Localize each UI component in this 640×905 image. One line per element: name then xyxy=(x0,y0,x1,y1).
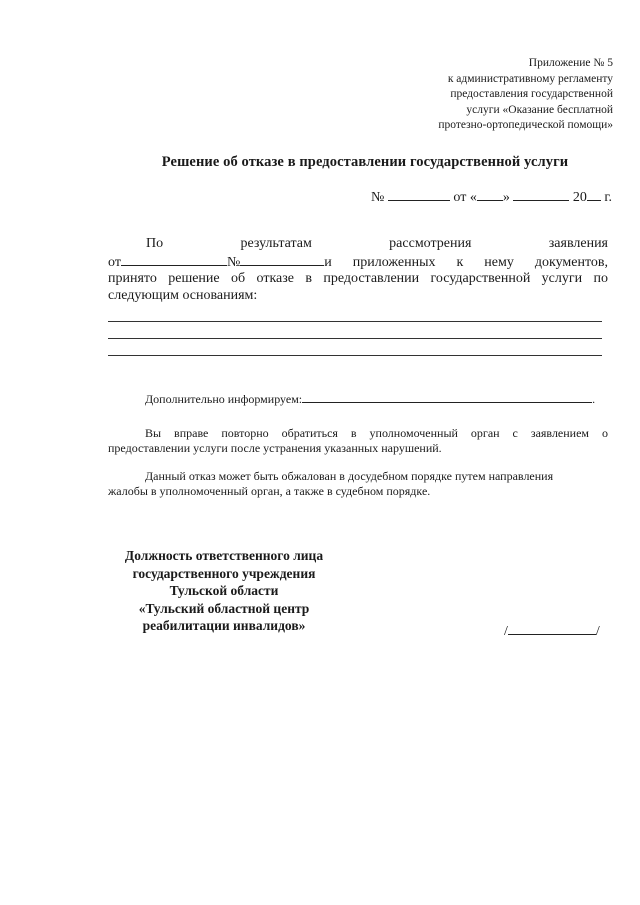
appendix-line: к административному регламенту xyxy=(447,72,613,85)
number-sign: № xyxy=(371,190,385,205)
body-line-1: По результатам рассмотрения заявления xyxy=(146,236,608,251)
body-line-4: следующим основаниям: xyxy=(108,287,258,303)
appendix-line: услуги «Оказание бесплатной xyxy=(466,103,613,116)
year-suffix: г. xyxy=(604,190,612,205)
appendix-line: предоставления государственной xyxy=(450,88,613,100)
additional-info-label: Дополнительно информируем: xyxy=(145,392,303,406)
year-blank xyxy=(587,188,601,201)
signature-line: / / xyxy=(504,620,600,640)
year-prefix: 20 xyxy=(572,190,587,205)
signature-blank xyxy=(508,620,596,635)
month-blank xyxy=(513,188,569,201)
appendix-header xyxy=(333,56,613,134)
date-quote: » xyxy=(502,190,510,205)
grounds-line xyxy=(108,338,602,339)
decision-body xyxy=(108,236,608,304)
additional-info-blank xyxy=(302,392,592,403)
grounds-line xyxy=(108,355,602,356)
appendix-line: протезно-ортопедической помощи» xyxy=(438,119,613,131)
date-prefix: от « xyxy=(453,190,477,205)
official-position-block: Должность ответственного лица государственного учреждения Тульской области «Тульский областной центр реабилитации инвалидов» xyxy=(124,548,324,633)
appeal-paragraph: Данный отказ может быть обжалован в досудебном порядке путем направления жалобы в уполномоченный орган, а также в судебном порядке. xyxy=(108,469,554,498)
application-date-blank xyxy=(121,253,227,266)
document-title: Решение об отказе в предоставлении государственной услуги xyxy=(161,154,569,170)
day-blank xyxy=(477,188,503,201)
body-line-2: от № и приложенных к нему документов, xyxy=(108,254,608,270)
grounds-line xyxy=(108,321,602,322)
decision-number-line xyxy=(371,188,612,206)
number-blank xyxy=(388,188,450,201)
repeat-application-paragraph: Вы вправе повторно обратиться в уполномоченный орган с заявлением о предоставлении услуги после устранения указанных нарушений. xyxy=(108,426,608,455)
body-line-3: принято решение об отказе в предоставлении государственной услуги по xyxy=(108,271,608,286)
application-number-blank xyxy=(240,253,324,266)
appendix-number: Приложение № 5 xyxy=(528,57,613,69)
additional-info: Дополнительно информируем: . xyxy=(145,392,596,406)
